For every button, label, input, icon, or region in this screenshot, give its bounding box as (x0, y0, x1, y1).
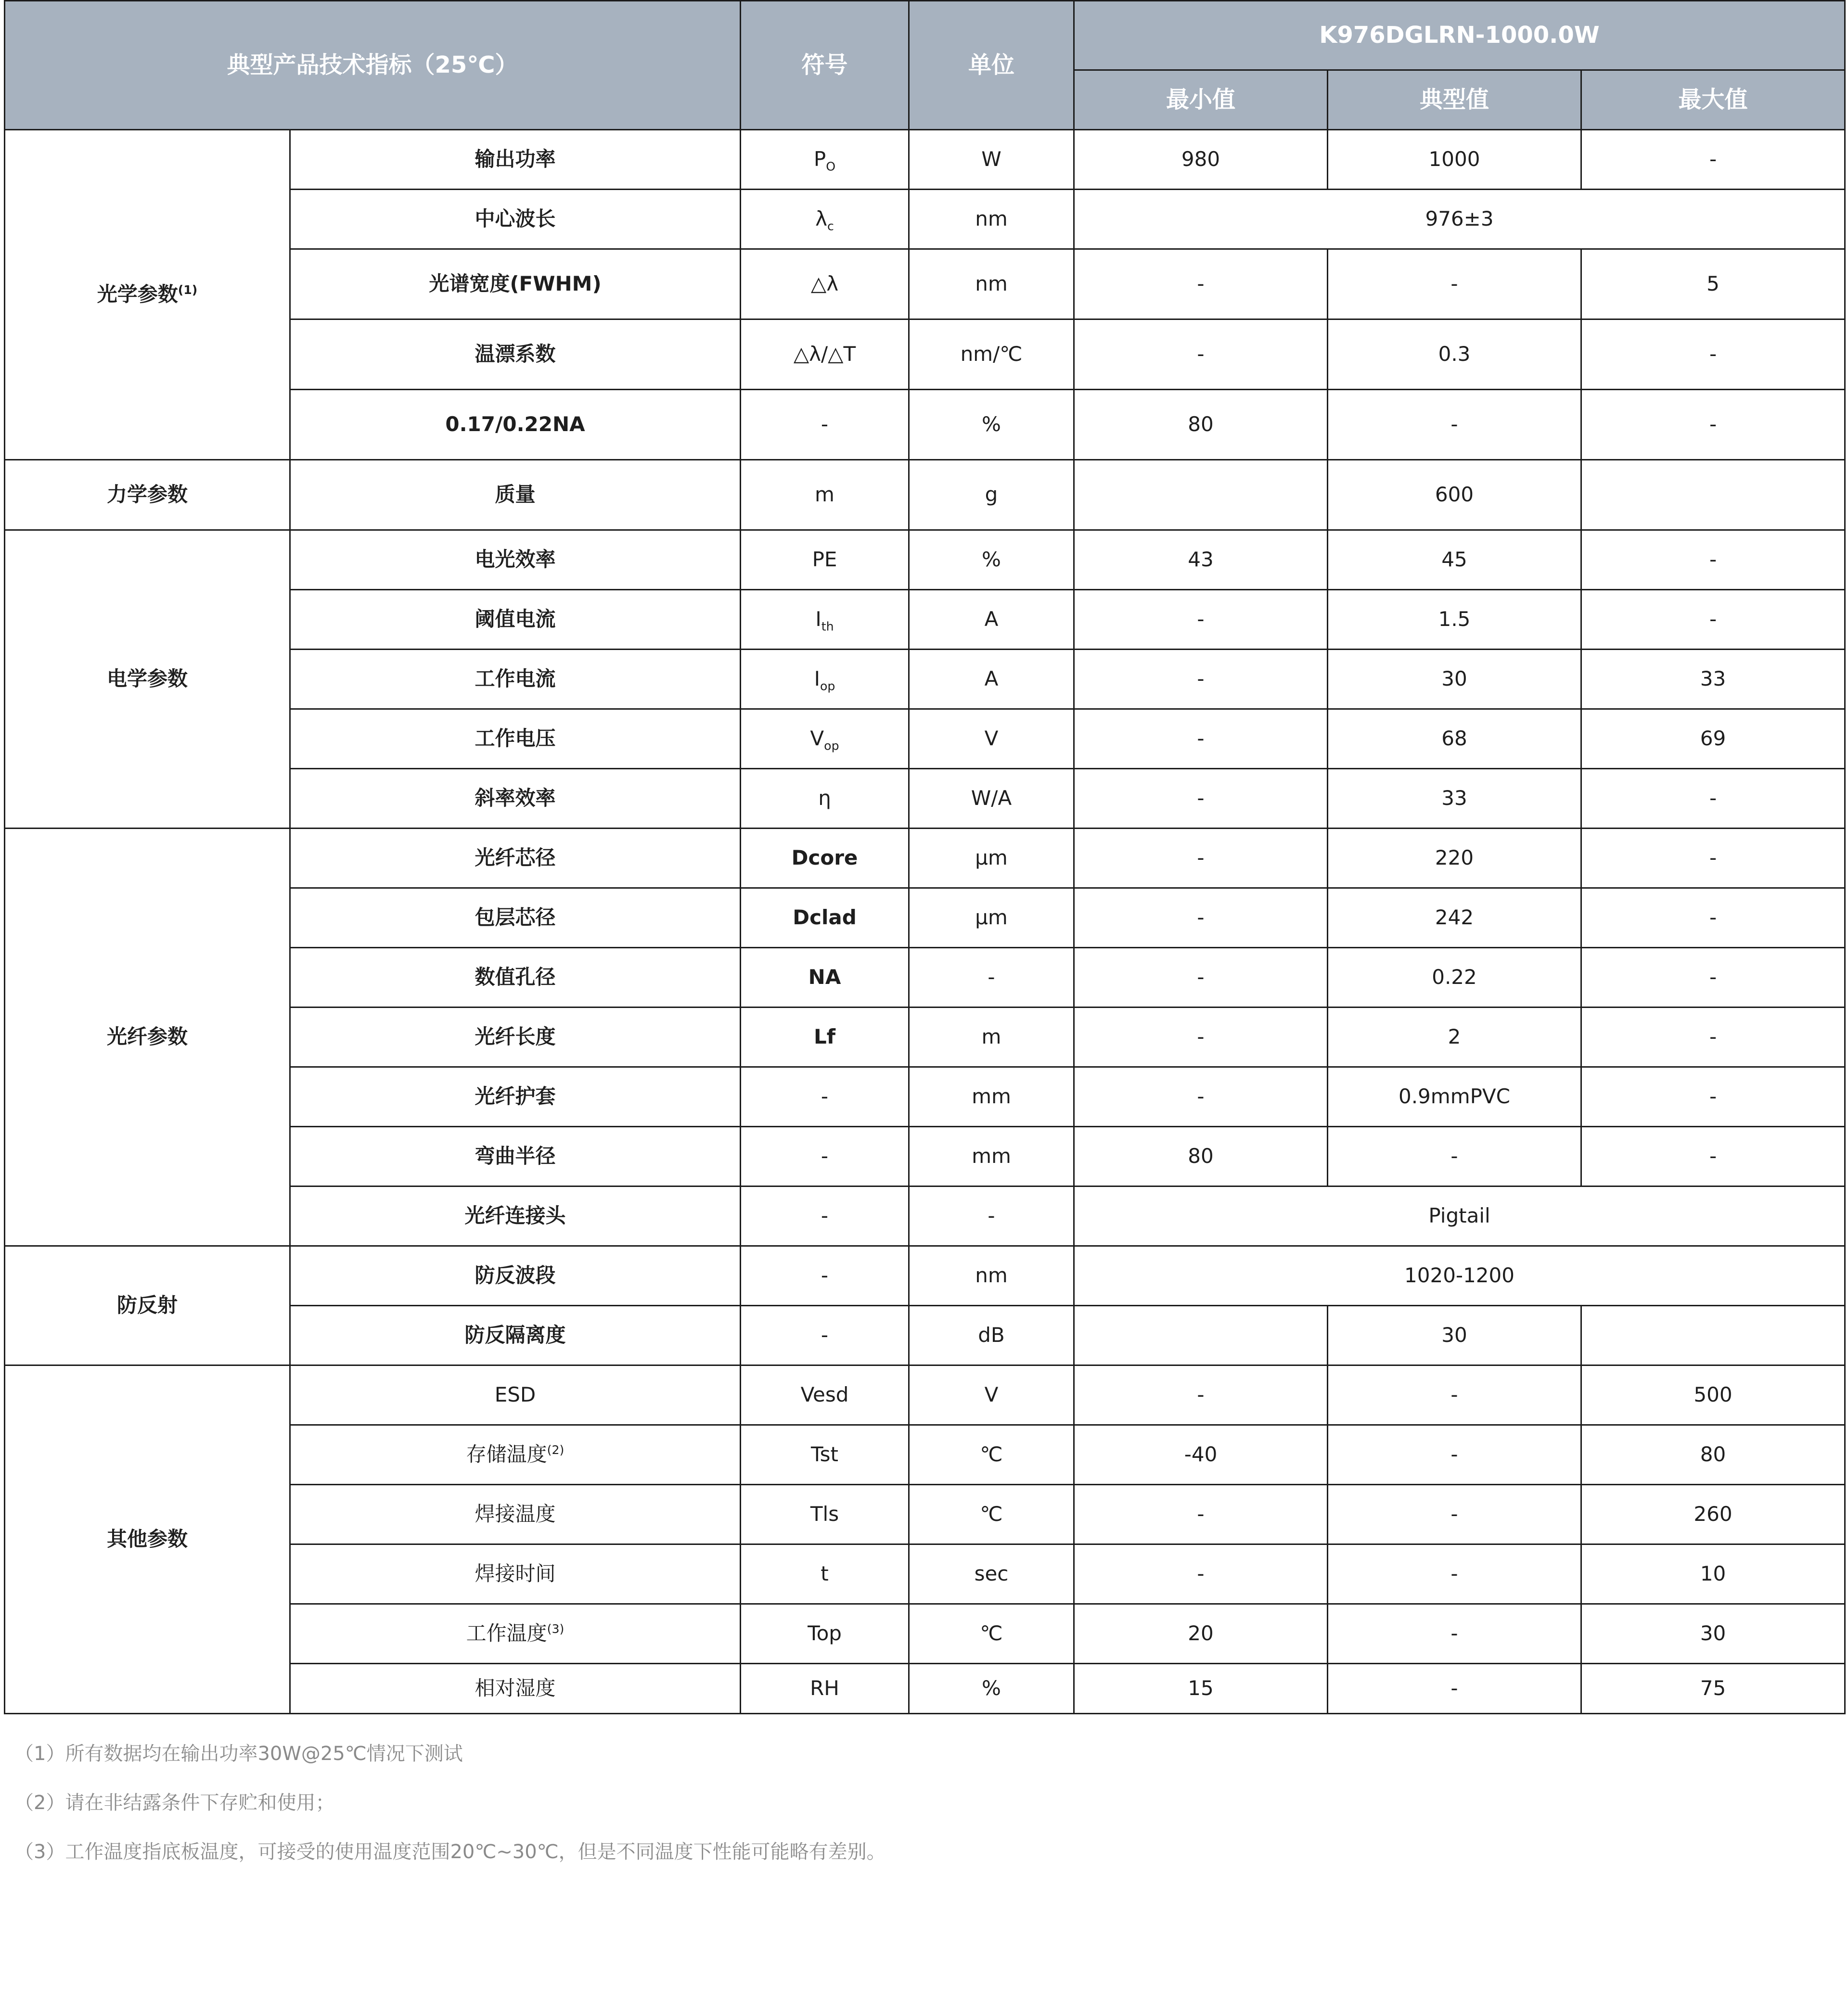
param-max: 260 (1581, 1485, 1845, 1544)
header-model: K976DGLRN-1000.0W (1074, 1, 1845, 70)
param-typ: 0.9mmPVC (1328, 1067, 1581, 1127)
param-symbol: Vesd (741, 1365, 909, 1425)
param-unit: ℃ (909, 1425, 1074, 1485)
param-typ: 0.3 (1328, 319, 1581, 390)
param-max: - (1581, 948, 1845, 1008)
param-name: 工作电流 (290, 650, 741, 709)
param-max (1581, 460, 1845, 530)
param-symbol: η (741, 769, 909, 829)
param-min: - (1074, 948, 1328, 1008)
param-typ: - (1328, 1127, 1581, 1186)
param-unit: nm (909, 249, 1074, 319)
param-max: - (1581, 888, 1845, 948)
param-max: 69 (1581, 709, 1845, 769)
param-unit: mm (909, 1067, 1074, 1127)
param-max: 500 (1581, 1365, 1845, 1425)
param-symbol: △λ/△T (741, 319, 909, 390)
param-typ: 68 (1328, 709, 1581, 769)
param-min: - (1074, 769, 1328, 829)
param-merged-value: 976±3 (1074, 190, 1845, 249)
param-symbol: Tst (741, 1425, 909, 1485)
param-unit: % (909, 390, 1074, 460)
param-max: 80 (1581, 1425, 1845, 1485)
param-min: - (1074, 888, 1328, 948)
param-symbol: Dcore (741, 829, 909, 888)
table-row (5, 530, 1845, 590)
param-max: - (1581, 1127, 1845, 1186)
param-symbol: Lf (741, 1008, 909, 1067)
param-name: 0.17/0.22NA (290, 390, 741, 460)
param-unit: μm (909, 829, 1074, 888)
param-typ: 45 (1328, 530, 1581, 590)
param-min: 80 (1074, 390, 1328, 460)
param-typ: - (1328, 249, 1581, 319)
param-name: 温漂系数 (290, 319, 741, 390)
param-min: - (1074, 590, 1328, 650)
param-typ: 30 (1328, 650, 1581, 709)
param-unit: sec (909, 1544, 1074, 1604)
param-symbol: $V_{op}$ (741, 709, 909, 769)
param-symbol: △λ (741, 249, 909, 319)
param-max: - (1581, 590, 1845, 650)
param-symbol: t (741, 1544, 909, 1604)
param-symbol: - (741, 1067, 909, 1127)
header-min: 最小值 (1074, 70, 1328, 130)
header-typ: 典型值 (1328, 70, 1581, 130)
param-max: - (1581, 319, 1845, 390)
param-name: 质量 (290, 460, 741, 530)
param-typ: - (1328, 1485, 1581, 1544)
param-min: 15 (1074, 1664, 1328, 1714)
param-typ: 2 (1328, 1008, 1581, 1067)
param-unit: μm (909, 888, 1074, 948)
param-min: - (1074, 709, 1328, 769)
param-symbol: Top (741, 1604, 909, 1664)
param-name: ESD (290, 1365, 741, 1425)
param-unit: m (909, 1008, 1074, 1067)
param-name: 防反波段 (290, 1246, 741, 1306)
param-typ: - (1328, 1664, 1581, 1714)
param-min: -40 (1074, 1425, 1328, 1485)
param-name: 防反隔离度 (290, 1306, 741, 1365)
param-max: - (1581, 1067, 1845, 1127)
param-typ: - (1328, 1425, 1581, 1485)
param-typ: - (1328, 1365, 1581, 1425)
param-name: 光纤护套 (290, 1067, 741, 1127)
param-unit: nm (909, 1246, 1074, 1306)
param-symbol: - (741, 1127, 909, 1186)
param-name: 阈值电流 (290, 590, 741, 650)
header-max: 最大值 (1581, 70, 1845, 130)
param-max: - (1581, 769, 1845, 829)
param-name: 焊接时间 (290, 1544, 741, 1604)
table-row (5, 829, 1845, 888)
param-typ: - (1328, 390, 1581, 460)
header-spec-title: 典型产品技术指标（25℃） (5, 1, 741, 130)
param-max: 5 (1581, 249, 1845, 319)
param-name: 数值孔径 (290, 948, 741, 1008)
param-typ: 600 (1328, 460, 1581, 530)
param-min: 43 (1074, 530, 1328, 590)
param-min: 980 (1074, 130, 1328, 190)
param-min: - (1074, 650, 1328, 709)
category-electrical: 电学参数 (5, 530, 290, 829)
param-max: - (1581, 829, 1845, 888)
param-typ: 242 (1328, 888, 1581, 948)
table-row (5, 130, 1845, 190)
param-name: 光纤连接头 (290, 1186, 741, 1246)
param-symbol: NA (741, 948, 909, 1008)
param-symbol: PE (741, 530, 909, 590)
param-name: 工作电压 (290, 709, 741, 769)
param-unit: ℃ (909, 1485, 1074, 1544)
category-other: 其他参数 (5, 1365, 290, 1714)
param-unit: A (909, 650, 1074, 709)
param-unit: dB (909, 1306, 1074, 1365)
param-typ: 30 (1328, 1306, 1581, 1365)
table-row (5, 1246, 1845, 1306)
param-typ: 1000 (1328, 130, 1581, 190)
param-unit: - (909, 948, 1074, 1008)
param-max: - (1581, 530, 1845, 590)
param-min: - (1074, 1365, 1328, 1425)
param-max (1581, 1306, 1845, 1365)
param-min (1074, 460, 1328, 530)
param-symbol: $P_O$ (741, 130, 909, 190)
param-min (1074, 1306, 1328, 1365)
header-symbol: 符号 (741, 1, 909, 130)
param-max: 10 (1581, 1544, 1845, 1604)
param-unit: V (909, 709, 1074, 769)
param-symbol: $I_{th}$ (741, 590, 909, 650)
param-unit: - (909, 1186, 1074, 1246)
param-typ: - (1328, 1604, 1581, 1664)
param-symbol: $\lambda_c$ (741, 190, 909, 249)
param-min: 80 (1074, 1127, 1328, 1186)
param-max: 33 (1581, 650, 1845, 709)
param-name: 光纤芯径 (290, 829, 741, 888)
param-min: - (1074, 1008, 1328, 1067)
param-typ: 220 (1328, 829, 1581, 888)
param-merged-value: Pigtail (1074, 1186, 1845, 1246)
param-symbol: - (741, 1186, 909, 1246)
param-typ: - (1328, 1544, 1581, 1604)
param-name: 焊接温度 (290, 1485, 741, 1544)
footnote-2: （2）请在非结露条件下存贮和使用； (14, 1792, 335, 1814)
category-mechanical: 力学参数 (5, 460, 290, 530)
param-max: - (1581, 390, 1845, 460)
param-symbol: m (741, 460, 909, 530)
category-antireflection: 防反射 (5, 1246, 290, 1365)
param-min: - (1074, 829, 1328, 888)
param-typ: 33 (1328, 769, 1581, 829)
param-max: 75 (1581, 1664, 1845, 1714)
spec-table (4, 0, 1846, 1714)
param-min: - (1074, 1067, 1328, 1127)
param-name: 光谱宽度(FWHM) (290, 249, 741, 319)
param-unit: W/A (909, 769, 1074, 829)
param-unit: V (909, 1365, 1074, 1425)
param-unit: ℃ (909, 1604, 1074, 1664)
param-max: 30 (1581, 1604, 1845, 1664)
param-name: 电光效率 (290, 530, 741, 590)
footnote-3: （3）工作温度指底板温度，可接受的使用温度范围20℃~30℃，但是不同温度下性能可能略有差别。 (14, 1841, 886, 1863)
param-unit: mm (909, 1127, 1074, 1186)
param-unit: g (909, 460, 1074, 530)
param-symbol: $I_{op}$ (741, 650, 909, 709)
param-unit: nm/℃ (909, 319, 1074, 390)
param-name: 包层芯径 (290, 888, 741, 948)
param-unit: W (909, 130, 1074, 190)
param-symbol: RH (741, 1664, 909, 1714)
param-min: - (1074, 1544, 1328, 1604)
category-fiber: 光纤参数 (5, 829, 290, 1246)
param-unit: % (909, 530, 1074, 590)
header-unit: 单位 (909, 1, 1074, 130)
param-unit: A (909, 590, 1074, 650)
param-min: 20 (1074, 1604, 1328, 1664)
table-row (5, 1365, 1845, 1425)
param-name: 存储温度$^{(2)}$ (290, 1425, 741, 1485)
param-merged-value: 1020-1200 (1074, 1246, 1845, 1306)
param-typ: 0.22 (1328, 948, 1581, 1008)
param-symbol: - (741, 1306, 909, 1365)
param-min: - (1074, 249, 1328, 319)
table-row (5, 460, 1845, 530)
param-name: 中心波长 (290, 190, 741, 249)
param-name: 光纤长度 (290, 1008, 741, 1067)
param-symbol: Tls (741, 1485, 909, 1544)
param-name: 工作温度$^{(3)}$ (290, 1604, 741, 1664)
param-name: 输出功率 (290, 130, 741, 190)
param-typ: 1.5 (1328, 590, 1581, 650)
param-max: - (1581, 1008, 1845, 1067)
param-min: - (1074, 1485, 1328, 1544)
footnotes (14, 1737, 886, 1884)
param-symbol: Dclad (741, 888, 909, 948)
param-name: 斜率效率 (290, 769, 741, 829)
param-symbol: - (741, 390, 909, 460)
param-max: - (1581, 130, 1845, 190)
param-unit: % (909, 1664, 1074, 1714)
param-unit: nm (909, 190, 1074, 249)
footnote-1: （1）所有数据均在输出功率30W@25℃情况下测试 (14, 1743, 463, 1765)
param-symbol: - (741, 1246, 909, 1306)
param-min: - (1074, 319, 1328, 390)
category-optical: 光学参数$^{(1)}$ (5, 130, 290, 460)
param-name: 弯曲半径 (290, 1127, 741, 1186)
param-name: 相对湿度 (290, 1664, 741, 1714)
